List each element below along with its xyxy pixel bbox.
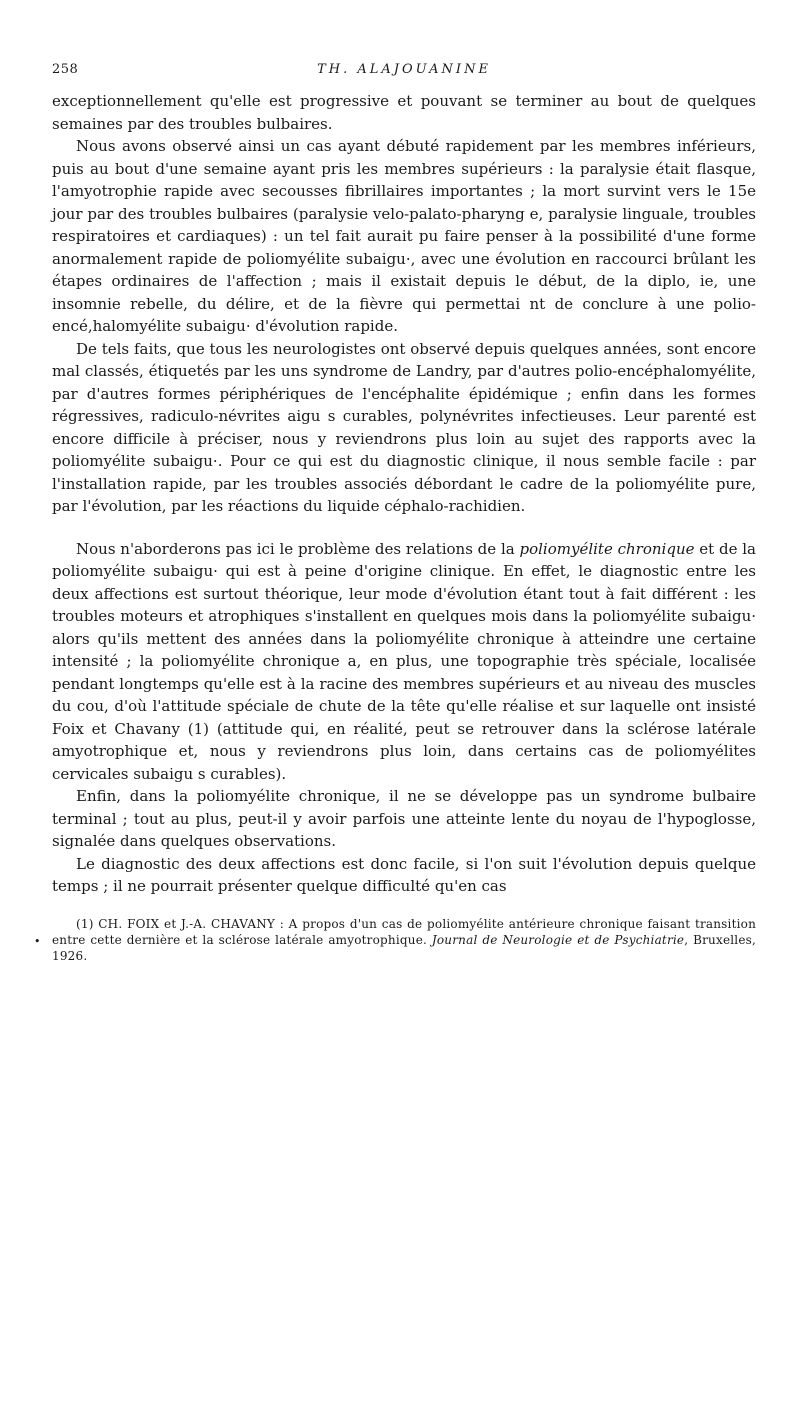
footnote-separator <box>52 898 756 916</box>
paragraph-bulbar-syndrome: Enfin, dans la poliomyélite chronique, il ne se développe pas un syndrome bulbaire terminal ; tout au plus, peut-il y avoir parfois une atteinte lente du noyau de l'hypoglosse, signalée dans quelques observations. <box>52 787 756 850</box>
paragraph-classification: De tels faits, que tous les neurologistes ont observé depuis quelques années, sont encore mal classés, étiquetés par les uns syndrome de Landry, par d'autres polio-encéphalomyélite, par d'autres formes périphériques de l'encéphalite épidémique ; enfin dans les formes régressives, radiculo-névrites aigu s curables, polynévrites infectieuses. Leur parenté est encore difficile à préciser, nous y reviendrons plus loin au sujet des rapports avec la poliomyélite subaigu·. Pour ce qui est du diagnostic clinique, il nous semble facile : par l'installation rapide, par les troubles associés débordant le cadre de la poliomyélite pure, par l'évolution, par les réactions du liquide céphalo-rachidien. <box>52 339 756 515</box>
running-title: TH. ALAJOUANINE <box>317 62 491 77</box>
paragraph-diagnosis: Le diagnostic des deux affections est donc facile, si l'on suit l'évolution depuis quelque temps ; il ne pourrait présenter quelque difficulté qu'en cas <box>52 854 756 895</box>
body-text <box>52 90 756 898</box>
journal-page <box>34 42 756 1372</box>
paragraph-chronic-poliomyelitis <box>52 538 756 786</box>
running-head <box>52 42 756 76</box>
paragraph-italic-term: poliomyélite chronique <box>519 539 695 558</box>
footnote-reference: (1) CH. FOIX et J.-A. CHAVANY : A propos d'un cas de poliomyélite antérieure chronique faisant transition entre cette dernière et la sclérose latérale amyotrophique. <box>52 916 756 947</box>
footnote-reference-end: , Bruxelles, 1926. <box>52 932 756 963</box>
paragraph-text-before: Nous n'aborderons pas ici le problème des relations de la <box>76 539 520 558</box>
paragraph-continuation: exceptionnellement qu'elle est progressive et pouvant se terminer au bout de quelques semaines par des troubles bulbaires. <box>52 92 756 133</box>
margin-mark: • <box>34 934 41 948</box>
footnote <box>34 916 756 964</box>
footnote-journal-title: Journal de Neurologie et de Psychiatrie <box>431 932 685 947</box>
paragraph-case-report: Nous avons observé ainsi un cas ayant débuté rapidement par les membres inférieurs, puis au bout d'une semaine ayant pris les membres supérieurs : la paralysie était flasque, l'amyotrophie rapide avec secousses fibrillaires importantes ; la mort survint vers le 15e jour par des troubles bulbaires (paralysie velo-palato-pharyng e, paralysie linguale, troubles respiratoires et cardiaques) : un tel fait aurait pu faire penser à la possibilité d'une forme anormalement rapide de poliomyélite subaigu·, avec une évolution en raccourci brûlant les étapes ordinaires de l'affection ; mais il existait depuis le début, de la diplo, ie, une insomnie rebelle, du délire, et de la fièvre qui permettai nt de conclure à une polio-encé,halomyélite subaigu· d'évolution rapide. <box>52 137 756 335</box>
page-number: 258 <box>52 62 79 77</box>
paragraph-text-after: et de la poliomyélite subaigu· qui est à peine d'origine clinique. En effet, le diagnostic entre les deux affections est surtout théorique, leur mode d'évolution étant tout à fait différent : les troubles moteurs et atrophiques s'installent en quelques mois dans la poliomyélite subaigu· alors qu'ils mettent des années dans la poliomyélite chronique à atteindre une certaine intensité ; la poliomyélite chronique a, en plus, une topographie très spéciale, localisée pendant longtemps qu'elle est à la racine des membres supérieurs et au niveau des muscles du cou, d'où l'attitude spéciale de chute de la tête qu'elle réalise et sur laquelle ont insisté Foix et Chavany (1) (attitude qui, en réalité, peut se retrouver dans la sclérose latérale amyotrophique et, nous y reviendrons plus loin, dans certains cas de poliomyélites cervicales subaigu s curables). <box>52 539 756 783</box>
